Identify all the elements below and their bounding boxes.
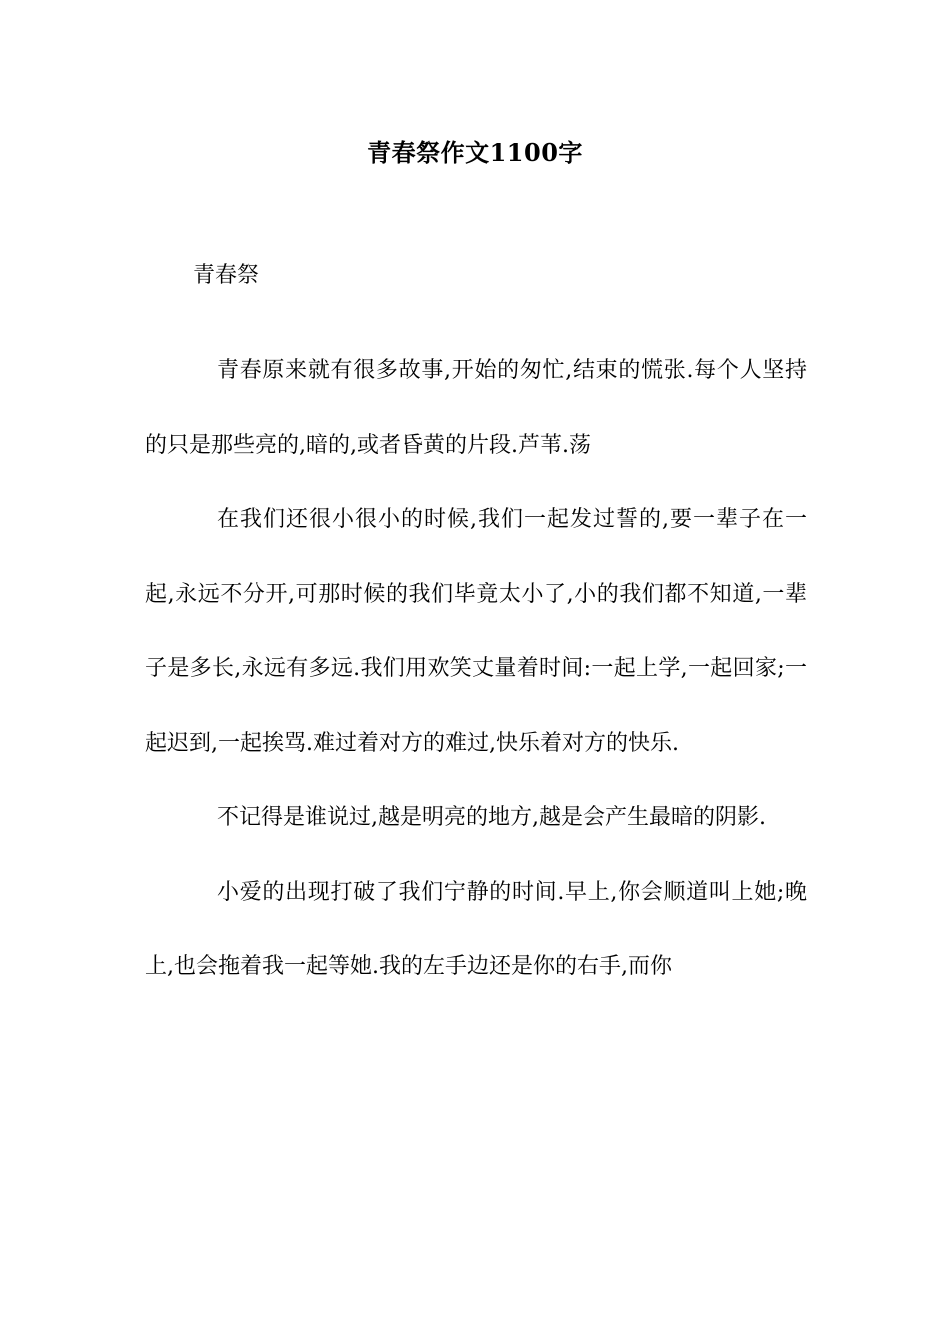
paragraph: 青春原来就有很多故事,开始的匆忙,结束的慌张.每个人坚持的只是那些亮的,暗的,或者昏黄的片段.芦苇.荡 (145, 358, 807, 458)
document-subtitle: 青春祭 (193, 263, 260, 288)
paragraph: 小爱的出现打破了我们宁静的时间.早上,你会顺道叫上她;晚上,也会拖着我一起等她.我的左手边还是你的右手,而你 (145, 879, 807, 979)
document-title: 青春祭作文1100字 (367, 138, 583, 167)
paragraph: 不记得是谁说过,越是明亮的地方,越是会产生最暗的阴影. (217, 805, 766, 830)
document-body (145, 334, 807, 1005)
paragraph: 在我们还很小很小的时候,我们一起发过誓的,要一辈子在一起,永远不分开,可那时候的我们毕竟太小了,小的我们都不知道,一辈子是多长,永远有多远.我们用欢笑丈量着时间:一起上学,一起回家;一起迟到,一起挨骂.难过着对方的难过,快乐着对方的快乐. (145, 507, 807, 756)
